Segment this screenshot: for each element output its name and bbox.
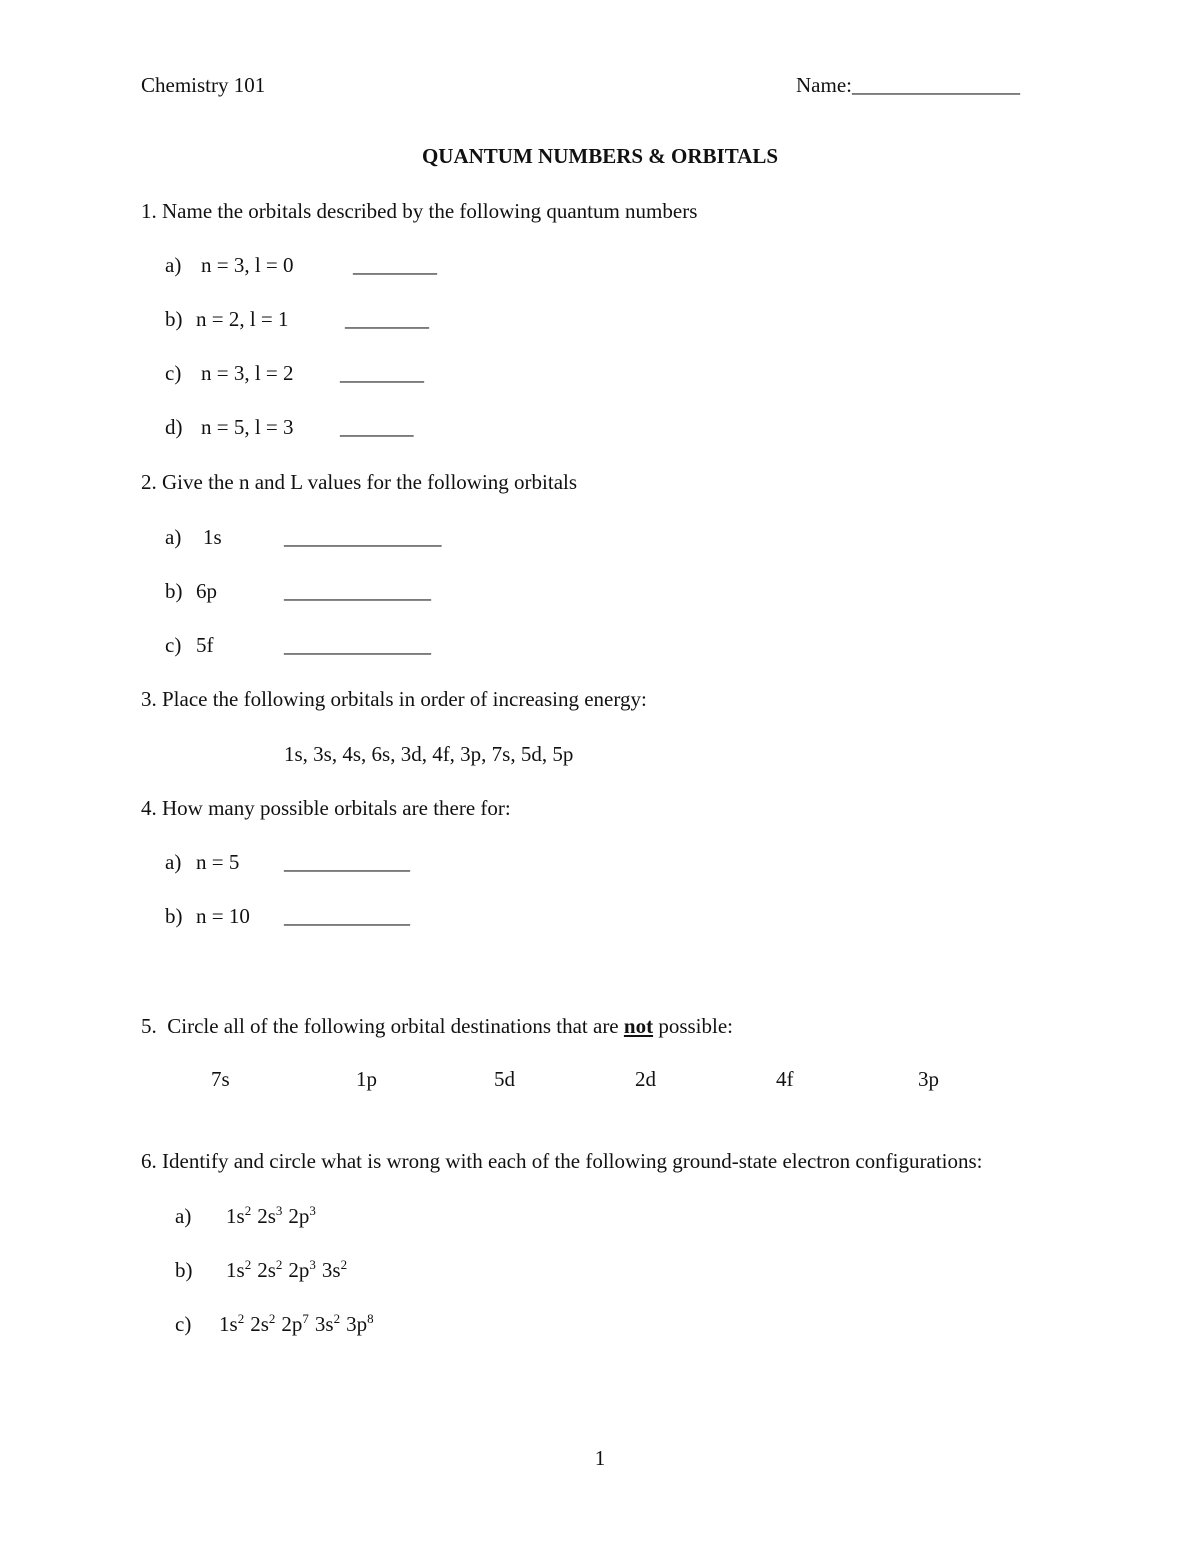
- q1-item-b-blank: ________: [345, 307, 429, 331]
- exponent: 2: [333, 1311, 341, 1326]
- orbital: 2s: [250, 1312, 269, 1336]
- q6-item-b-configuration: [226, 1257, 348, 1282]
- page-number: 1: [594, 1446, 606, 1470]
- q4-item-b-text: n = 10: [196, 904, 250, 928]
- q1-item-a-blank: ________: [353, 253, 437, 277]
- question-4-prompt: 4. How many possible orbitals are there for:: [141, 796, 511, 820]
- q2-item-a-label: a): [165, 525, 182, 549]
- orbital: 3s: [321, 1258, 341, 1282]
- q4-item-a-text: n = 5: [196, 850, 240, 874]
- orbital: 1s: [226, 1258, 245, 1282]
- exponent: 3: [275, 1203, 283, 1218]
- q1-item-c-blank: ________: [340, 361, 424, 385]
- exponent: 2: [244, 1203, 252, 1218]
- question-2-prompt: 2. Give the n and L values for the following orbitals: [141, 470, 578, 494]
- exponent: 2: [268, 1311, 276, 1326]
- question-6-prompt: 6. Identify and circle what is wrong with each of the following ground-state electron configurations:: [141, 1149, 983, 1173]
- q6-item-c-label: c): [175, 1312, 192, 1336]
- q1-item-b-text: n = 2, l = 1: [196, 307, 289, 331]
- q6-item-b-label: b): [175, 1258, 193, 1282]
- q1-item-c-label: c): [165, 361, 182, 385]
- q6-item-c-configuration: [219, 1311, 374, 1336]
- name-field-label: Name:________________: [796, 73, 1020, 97]
- q5-option-4: 2d: [635, 1067, 656, 1091]
- q2-item-a-blank: _______________: [284, 525, 442, 549]
- q5-option-2: 1p: [356, 1067, 377, 1091]
- q1-item-c-text: n = 3, l = 2: [201, 361, 294, 385]
- q4-item-b-label: b): [165, 904, 183, 928]
- exponent: 3: [309, 1203, 316, 1218]
- orbital: 2p: [281, 1312, 303, 1336]
- page-title: QUANTUM NUMBERS & ORBITALS: [421, 144, 779, 168]
- q3-orbital-list: 1s, 3s, 4s, 6s, 3d, 4f, 3p, 7s, 5d, 5p: [284, 742, 574, 766]
- q5-prompt-start: 5. Circle all of the following orbital destinations that are: [141, 1014, 624, 1038]
- question-1-prompt: 1. Name the orbitals described by the following quantum numbers: [141, 199, 698, 223]
- orbital: 3s: [314, 1312, 334, 1336]
- orbital: 3p: [346, 1312, 368, 1336]
- q1-item-a-label: a): [165, 253, 182, 277]
- q5-prompt-end: possible:: [653, 1014, 733, 1038]
- exponent: 2: [237, 1311, 245, 1326]
- q1-item-d-text: n = 5, l = 3: [201, 415, 294, 439]
- q6-item-a-label: a): [175, 1204, 192, 1228]
- orbital: 2s: [257, 1258, 276, 1282]
- q2-item-c-label: c): [165, 633, 182, 657]
- q2-item-c-text: 5f: [196, 633, 214, 657]
- q2-item-a-text: 1s: [203, 525, 222, 549]
- orbital: 2p: [288, 1204, 310, 1228]
- orbital: 1s: [226, 1204, 245, 1228]
- q5-option-1: 7s: [211, 1067, 230, 1091]
- q5-option-6: 3p: [918, 1067, 939, 1091]
- q2-item-b-label: b): [165, 579, 183, 603]
- exponent: 2: [275, 1257, 283, 1272]
- exponent: 3: [309, 1257, 316, 1272]
- course-title: Chemistry 101: [141, 73, 266, 97]
- orbital: 1s: [219, 1312, 238, 1336]
- q5-option-3: 5d: [494, 1067, 515, 1091]
- question-5-prompt: [141, 1016, 733, 1037]
- q5-prompt-emphasis: not: [623, 1014, 654, 1038]
- orbital: 2s: [257, 1204, 276, 1228]
- q4-item-a-blank: ____________: [284, 850, 410, 874]
- orbital: 2p: [288, 1258, 310, 1282]
- exponent: 2: [244, 1257, 252, 1272]
- q2-item-b-text: 6p: [196, 579, 217, 603]
- q1-item-b-label: b): [165, 307, 183, 331]
- q6-item-a-configuration: [226, 1203, 316, 1228]
- q4-item-b-blank: ____________: [284, 904, 410, 928]
- question-3-prompt: 3. Place the following orbitals in order of increasing energy:: [141, 687, 647, 711]
- q2-item-b-blank: ______________: [284, 579, 431, 603]
- exponent: 8: [367, 1311, 374, 1326]
- exponent: 2: [340, 1257, 348, 1272]
- q1-item-d-label: d): [165, 415, 183, 439]
- q2-item-c-blank: ______________: [284, 633, 431, 657]
- q1-item-a-text: n = 3, l = 0: [201, 253, 294, 277]
- q4-item-a-label: a): [165, 850, 182, 874]
- q5-option-5: 4f: [776, 1067, 794, 1091]
- q1-item-d-blank: _______: [340, 415, 414, 439]
- exponent: 7: [302, 1311, 309, 1326]
